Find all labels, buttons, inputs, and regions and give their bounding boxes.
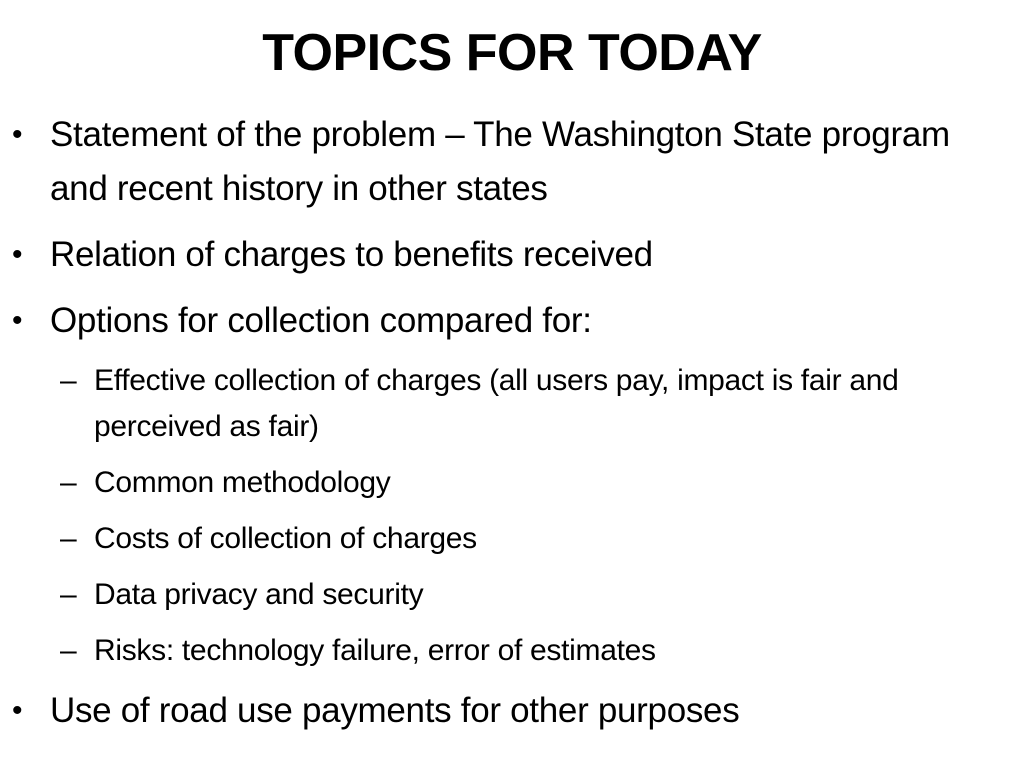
sub-bullet-item [0, 358, 1024, 450]
sub-bullet-text: Effective collection of charges (all users pay, impact is fair and perceived as fair) [94, 364, 899, 443]
dash-icon: – [60, 578, 77, 611]
bullet-icon: • [12, 118, 23, 151]
bullet-item [0, 108, 1024, 216]
sub-bullet-text: Risks: technology failure, error of estimates [94, 634, 656, 667]
dash-icon: – [60, 466, 77, 499]
dash-icon: – [60, 522, 77, 555]
sub-bullet-text: Costs of collection of charges [94, 522, 477, 555]
dash-icon: – [60, 634, 77, 667]
sub-bullet-item [0, 572, 1024, 618]
sub-bullet-text: Data privacy and security [94, 578, 424, 611]
sub-bullet-text: Common methodology [94, 466, 391, 499]
sub-bullet-item [0, 516, 1024, 562]
bullet-text: Statement of the problem – The Washington State program and recent history in other states [50, 115, 950, 208]
slide-title: TOPICS FOR TODAY [262, 24, 762, 82]
bullet-text: Use of road use payments for other purposes [50, 691, 740, 730]
bullet-text: Options for collection compared for: [50, 301, 592, 340]
sub-bullet-item [0, 628, 1024, 674]
bullet-icon: • [12, 304, 23, 337]
sub-bullet-item [0, 460, 1024, 506]
bullet-item [0, 294, 1024, 348]
bullet-list [0, 108, 1024, 738]
bullet-text: Relation of charges to benefits received [50, 235, 653, 274]
bullet-icon: • [12, 694, 23, 727]
bullet-item [0, 684, 1024, 738]
dash-icon: – [60, 364, 77, 397]
bullet-item [0, 228, 1024, 282]
bullet-icon: • [12, 238, 23, 271]
